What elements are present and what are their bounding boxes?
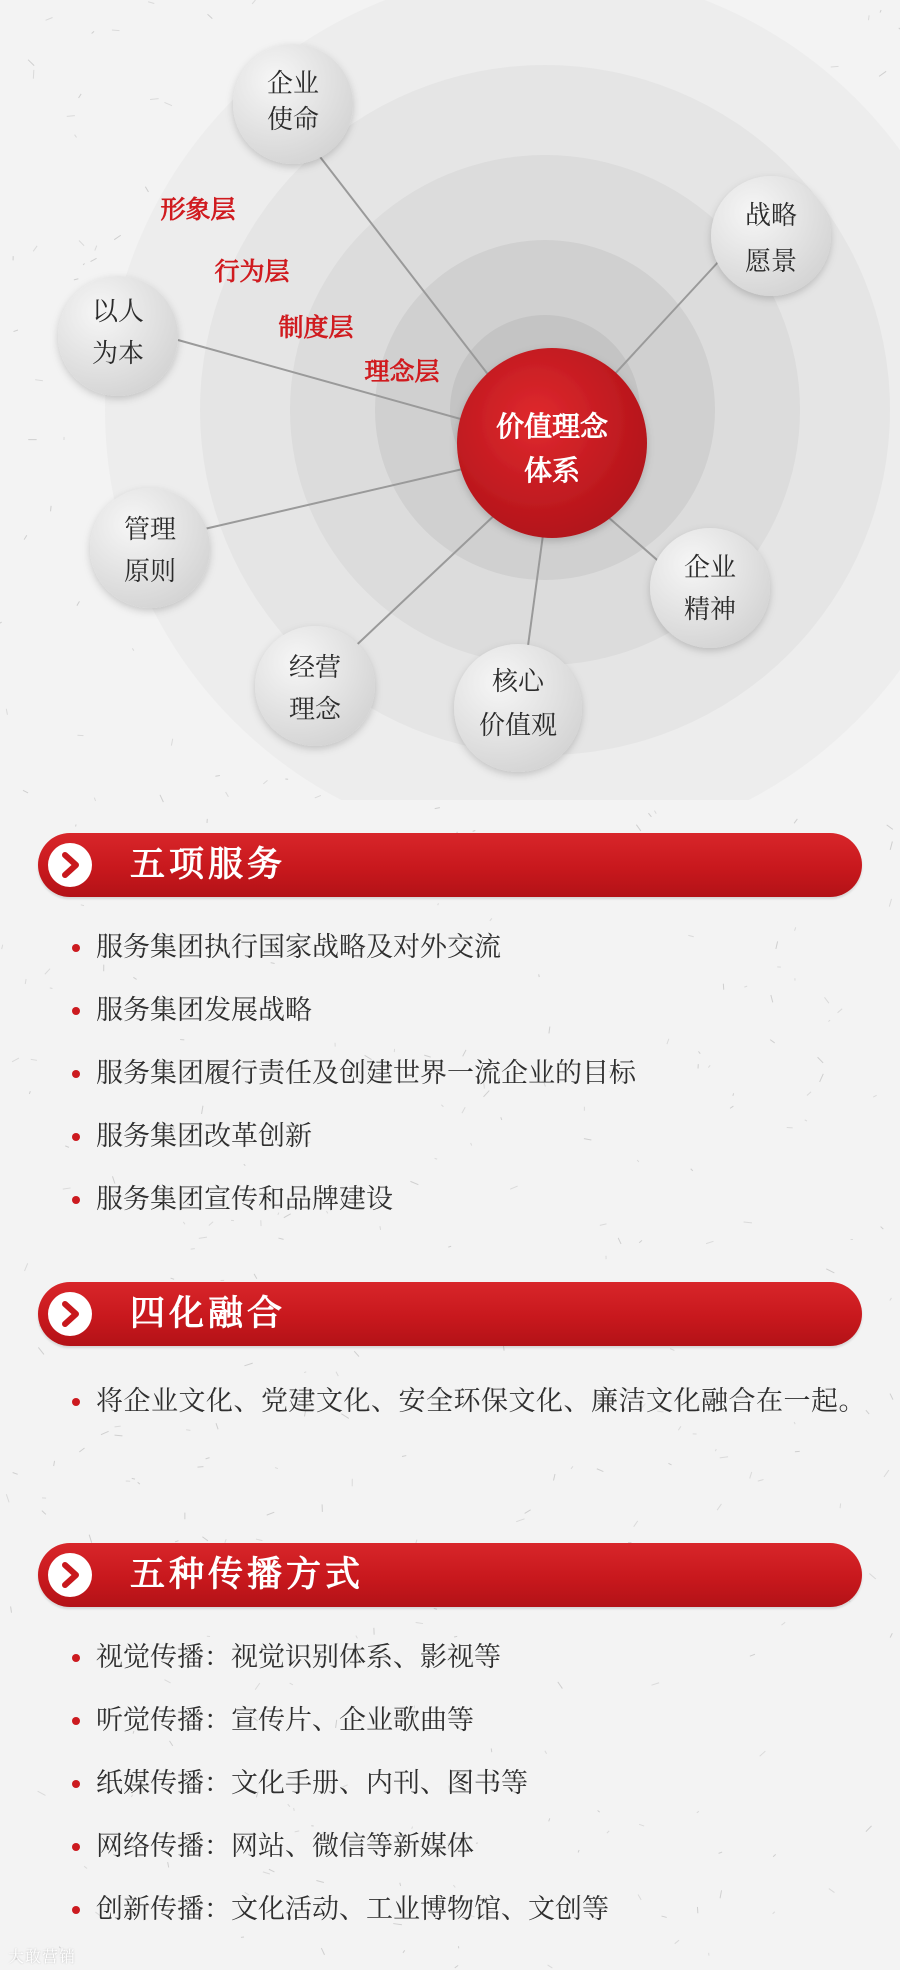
section-banner-five-channels xyxy=(38,1543,862,1607)
bullet-dot-icon xyxy=(72,1133,80,1141)
node-mission xyxy=(233,44,353,164)
list-item-text: 服务集团执行国家战略及对外交流 xyxy=(96,932,501,963)
layer-label-behavior: 行为层 xyxy=(214,257,290,286)
four-integration-list xyxy=(96,1370,866,1433)
node-vision-line1: 战略 xyxy=(744,201,798,231)
node-operation xyxy=(255,626,375,746)
node-spirit xyxy=(650,528,770,648)
node-management-line1: 管理 xyxy=(123,515,177,545)
watermark: 大敢营销 xyxy=(8,1947,77,1966)
list-item xyxy=(96,1640,866,1703)
five-channels-list xyxy=(96,1640,866,1955)
list-item-text: 创新传播：文化活动、工业博物馆、文创等 xyxy=(96,1894,609,1925)
node-spirit-line2: 精神 xyxy=(683,595,737,625)
list-item xyxy=(96,1056,866,1119)
list-item-text: 服务集团履行责任及创建世界一流企业的目标 xyxy=(96,1058,636,1089)
chevron-right-icon xyxy=(48,843,92,887)
node-spirit-line1: 企业 xyxy=(683,553,737,583)
list-item xyxy=(96,1892,866,1955)
core-title-line1: 价值理念 xyxy=(495,410,609,443)
list-item xyxy=(96,1703,866,1766)
node-mission-line1: 企业 xyxy=(266,69,320,99)
node-vision-line2: 愿景 xyxy=(744,247,798,277)
node-people-line1: 以人 xyxy=(91,297,145,327)
bullet-dot-icon xyxy=(72,1196,80,1204)
bullet-dot-icon xyxy=(72,1007,80,1015)
section-banner-four-integration xyxy=(38,1282,862,1346)
list-item xyxy=(96,1766,866,1829)
list-item-text: 服务集团宣传和品牌建设 xyxy=(96,1184,393,1215)
node-mission-line2: 使命 xyxy=(266,105,320,135)
node-operation-line2: 理念 xyxy=(288,695,342,725)
chevron-right-icon xyxy=(48,1553,92,1597)
list-item xyxy=(96,1829,866,1892)
list-item-text: 服务集团发展战略 xyxy=(96,995,312,1026)
layer-label-image: 形象层 xyxy=(160,195,236,224)
chevron-right-icon xyxy=(48,1292,92,1336)
list-item xyxy=(96,1370,866,1433)
layer-label-system: 制度层 xyxy=(278,313,354,342)
list-item xyxy=(96,993,866,1056)
section-title: 四化融合 xyxy=(130,1293,287,1334)
section-title: 五项服务 xyxy=(130,844,287,885)
node-management xyxy=(90,488,210,608)
layer-label-concept: 理念层 xyxy=(364,357,440,386)
value-system-diagram xyxy=(0,0,900,800)
list-item-text: 纸媒传播：文化手册、内刊、图书等 xyxy=(96,1768,528,1799)
bullet-dot-icon xyxy=(72,944,80,952)
list-item xyxy=(96,1182,866,1245)
bullet-dot-icon xyxy=(72,1717,80,1725)
node-people-line2: 为本 xyxy=(91,339,145,369)
section-title: 五种传播方式 xyxy=(130,1554,365,1595)
core-circle xyxy=(457,348,647,538)
node-management-line2: 原则 xyxy=(123,557,177,587)
bullet-dot-icon xyxy=(72,1654,80,1662)
node-values-line2: 价值观 xyxy=(478,711,558,741)
node-people xyxy=(58,276,178,396)
list-item-text: 将企业文化、党建文化、安全环保文化、廉洁文化融合在一起。 xyxy=(96,1386,866,1417)
bullet-dot-icon xyxy=(72,1906,80,1914)
list-item-text: 服务集团改革创新 xyxy=(96,1121,312,1152)
bullet-dot-icon xyxy=(72,1780,80,1788)
core-title-line2: 体系 xyxy=(523,454,581,487)
list-item xyxy=(96,1119,866,1182)
bullet-dot-icon xyxy=(72,1070,80,1078)
list-item-text: 听觉传播：宣传片、企业歌曲等 xyxy=(96,1705,474,1736)
section-banner-five-services xyxy=(38,833,862,897)
list-item-text: 视觉传播：视觉识别体系、影视等 xyxy=(96,1642,501,1673)
node-core-values xyxy=(454,644,582,772)
five-services-list xyxy=(96,930,866,1245)
node-operation-line1: 经营 xyxy=(288,653,342,683)
bullet-dot-icon xyxy=(72,1843,80,1851)
bullet-dot-icon xyxy=(72,1398,80,1406)
node-vision xyxy=(711,176,831,296)
list-item-text: 网络传播：网站、微信等新媒体 xyxy=(96,1831,474,1862)
list-item xyxy=(96,930,866,993)
node-values-line1: 核心 xyxy=(491,667,545,697)
